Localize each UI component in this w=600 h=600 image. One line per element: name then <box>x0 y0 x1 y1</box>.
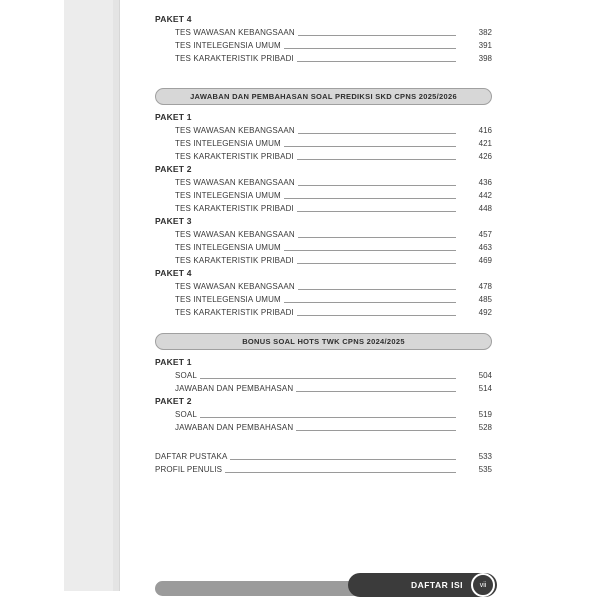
toc-entry <box>175 188 492 201</box>
toc-entry <box>175 279 492 292</box>
toc-page-number: 421 <box>478 139 492 148</box>
toc-entry <box>175 201 492 214</box>
toc-leader-line <box>225 472 456 473</box>
toc-paket-block <box>155 162 492 214</box>
toc-page-number: 391 <box>478 41 492 50</box>
toc-leader-line <box>298 133 456 134</box>
toc-page-number: 416 <box>478 126 492 135</box>
toc-page-number: 514 <box>478 384 492 393</box>
toc-entry-label: TES WAWASAN KEBANGSAAN <box>175 178 295 187</box>
page-edge-strip <box>64 0 113 591</box>
toc-paket-block <box>155 266 492 318</box>
toc-leader-line <box>284 198 456 199</box>
toc-entry-rows <box>155 279 492 318</box>
toc-entry <box>175 240 492 253</box>
section-header-bar: JAWABAN DAN PEMBAHASAN SOAL PREDIKSI SKD CPNS 2025/2026 <box>155 88 492 105</box>
toc-entry-label: JAWABAN DAN PEMBAHASAN <box>175 384 294 393</box>
page-number-badge <box>471 573 495 597</box>
toc-leader-line <box>297 61 456 62</box>
toc-entry <box>175 305 492 318</box>
toc-paket-block <box>155 394 492 433</box>
toc-leader-line <box>284 250 456 251</box>
toc-page-number: 448 <box>478 204 492 213</box>
toc-page-number: 442 <box>478 191 492 200</box>
toc-page-number: 463 <box>478 243 492 252</box>
toc-entry <box>175 51 492 64</box>
paket-title: PAKET 1 <box>155 357 192 367</box>
toc-entry-label: PROFIL PENULIS <box>155 465 223 474</box>
section-header-bar: BONUS SOAL HOTS TWK CPNS 2024/2025 <box>155 333 492 350</box>
toc-page-number: 492 <box>478 308 492 317</box>
toc-entry <box>175 381 492 394</box>
toc-entry <box>175 38 492 51</box>
toc-entry-label: SOAL <box>175 410 197 419</box>
toc-page-number: 535 <box>478 465 492 474</box>
toc-entry-label: TES INTELEGENSIA UMUM <box>175 191 281 200</box>
paket-title: PAKET 3 <box>155 216 192 226</box>
toc-entry <box>155 449 492 462</box>
toc-entry <box>175 368 492 381</box>
toc-entry-label: TES KARAKTERISTIK PRIBADI <box>175 308 294 317</box>
toc-entry <box>175 175 492 188</box>
toc-entry <box>175 407 492 420</box>
toc-entry-label: JAWABAN DAN PEMBAHASAN <box>175 423 294 432</box>
toc-page-number: 478 <box>478 282 492 291</box>
toc-entry-label: TES KARAKTERISTIK PRIBADI <box>175 54 294 63</box>
toc-page-number: 436 <box>478 178 492 187</box>
toc-entry-label: TES INTELEGENSIA UMUM <box>175 295 281 304</box>
toc-leader-line <box>284 146 456 147</box>
toc-entry-rows <box>155 227 492 266</box>
toc-leader-line <box>230 459 456 460</box>
toc-leader-line <box>298 289 456 290</box>
toc-page-number: 382 <box>478 28 492 37</box>
footer-chapter-label: DAFTAR ISI <box>410 580 463 590</box>
toc-leader-line <box>298 237 456 238</box>
toc-page-number: 533 <box>478 452 492 461</box>
paket-title: PAKET 2 <box>155 396 192 406</box>
toc-entry-label: TES KARAKTERISTIK PRIBADI <box>175 204 294 213</box>
toc-entry-rows <box>155 449 492 475</box>
toc-leader-line <box>200 417 456 418</box>
toc-entry-label: TES INTELEGENSIA UMUM <box>175 41 281 50</box>
toc-entry-rows <box>155 25 492 64</box>
toc-entry <box>175 292 492 305</box>
toc-entry-label: TES KARAKTERISTIK PRIBADI <box>175 152 294 161</box>
toc-leader-line <box>284 48 456 49</box>
toc-entry-rows <box>155 175 492 214</box>
paket-title: PAKET 1 <box>155 112 192 122</box>
toc-entry-label: TES INTELEGENSIA UMUM <box>175 243 281 252</box>
toc-entry-label: TES INTELEGENSIA UMUM <box>175 139 281 148</box>
toc-leader-line <box>200 378 456 379</box>
toc-paket-block <box>155 214 492 266</box>
toc-entry-label: TES KARAKTERISTIK PRIBADI <box>175 256 294 265</box>
toc-paket-block <box>155 355 492 394</box>
toc-entry <box>175 123 492 136</box>
toc-entry-label: TES WAWASAN KEBANGSAAN <box>175 282 295 291</box>
toc-entry <box>175 25 492 38</box>
toc-entry-label: DAFTAR PUSTAKA <box>155 452 228 461</box>
toc-entry-rows <box>155 368 492 394</box>
toc-entry <box>175 136 492 149</box>
toc-leader-line <box>297 263 456 264</box>
toc-page-number: 398 <box>478 54 492 63</box>
table-of-contents <box>155 12 492 475</box>
toc-page-number: 485 <box>478 295 492 304</box>
toc-leader-line <box>298 185 456 186</box>
toc-paket-block <box>155 12 492 64</box>
toc-entry-label: TES WAWASAN KEBANGSAAN <box>175 126 295 135</box>
toc-leader-line <box>296 430 456 431</box>
toc-flush-group <box>155 449 492 475</box>
toc-page-number: 504 <box>478 371 492 380</box>
toc-entry-rows <box>155 123 492 162</box>
toc-entry <box>175 227 492 240</box>
toc-page-number: 469 <box>478 256 492 265</box>
toc-entry-label: TES WAWASAN KEBANGSAAN <box>175 28 295 37</box>
paket-title: PAKET 4 <box>155 14 192 24</box>
paket-title: PAKET 2 <box>155 164 192 174</box>
toc-leader-line <box>297 211 456 212</box>
toc-entry-label: SOAL <box>175 371 197 380</box>
footer-chapter-tab <box>348 573 497 597</box>
toc-leader-line <box>297 315 456 316</box>
toc-entry <box>175 149 492 162</box>
toc-page-number: 457 <box>478 230 492 239</box>
toc-paket-block <box>155 110 492 162</box>
page-number: vii <box>479 581 487 589</box>
toc-leader-line <box>297 159 456 160</box>
toc-leader-line <box>298 35 456 36</box>
toc-entry-label: TES WAWASAN KEBANGSAAN <box>175 230 295 239</box>
toc-entry <box>175 420 492 433</box>
toc-entry <box>175 253 492 266</box>
paket-title: PAKET 4 <box>155 268 192 278</box>
toc-entry <box>155 462 492 475</box>
toc-leader-line <box>284 302 456 303</box>
toc-entry-rows <box>155 407 492 433</box>
toc-page-number: 519 <box>478 410 492 419</box>
toc-page-number: 426 <box>478 152 492 161</box>
toc-leader-line <box>296 391 456 392</box>
page-edge-line <box>113 0 120 591</box>
toc-page-number: 528 <box>478 423 492 432</box>
